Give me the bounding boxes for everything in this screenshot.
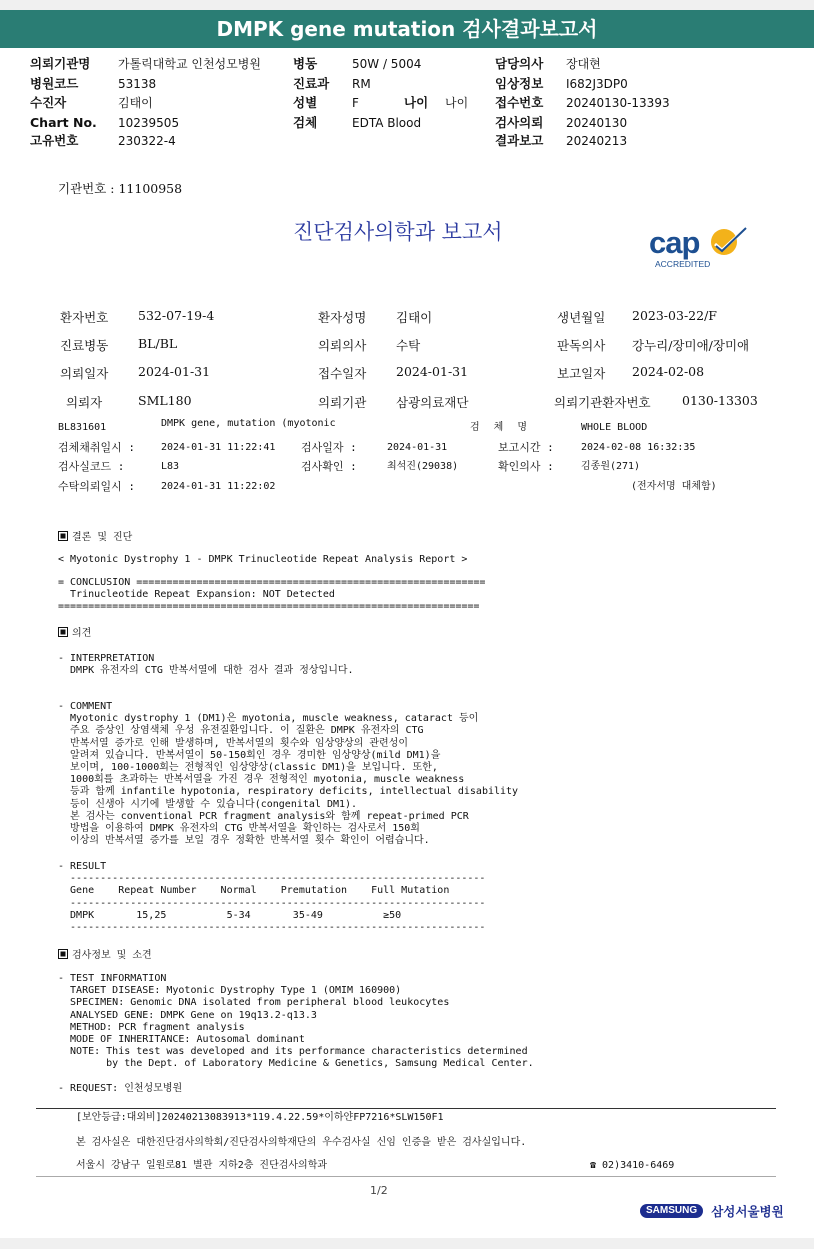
section-marker-icon <box>58 627 68 637</box>
esign-note: (전자서명 대체함) <box>631 481 717 492</box>
field-label: 담당의사 <box>495 56 544 71</box>
field-value: 50W / 5004 <box>352 57 422 71</box>
page-number: 1/2 <box>370 1184 388 1197</box>
field-value: I682J3DP0 <box>566 77 628 91</box>
receive-date-label: 접수일자 <box>318 366 367 381</box>
lab-code-label: 검사실코드 : <box>58 460 125 473</box>
field-label: 진료과 <box>293 76 330 91</box>
field-value: 53138 <box>118 77 157 91</box>
doctor-label: 의뢰의사 <box>318 338 367 353</box>
section-conclusion <box>58 531 132 544</box>
security-line: [보안등급:대외비]20240213083913*119.4.22.59*이하얀FP7216*SLW150F1 <box>76 1112 444 1123</box>
dob-label: 생년월일 <box>557 310 606 325</box>
patient-name: 김태이 <box>396 310 433 325</box>
confirm-doctor: 김종원(271) <box>581 461 641 472</box>
field-value: 20240130 <box>566 116 628 130</box>
field-value: F <box>352 96 359 110</box>
exam-date-label: 검사일자 : <box>301 441 357 454</box>
test-information-text: - TEST INFORMATION TARGET DISEASE: Myotonic Dystrophy Type 1 (OMIM 160900) SPECIMEN: Genomic DNA isolated from peripheral blood leukocytes ANALYSED GENE: DMPK Gene on 19q13.2-q13.3 METHOD: PCR fragment analysis MODE OF INHERITANCE: Autosomal dominant NOTE: This test was developed and its performance characteristics determined by the Dept. of Laboratory Medicine & Genetics, Samsung Medical Center. <box>58 973 534 1070</box>
accept-label: 수탁의뢰일시 : <box>58 480 136 493</box>
field-label: 병동 <box>293 56 318 71</box>
section-marker-icon <box>58 531 68 541</box>
report-time-label: 보고시간 : <box>498 441 554 454</box>
test-name: DMPK gene, mutation (myotonic <box>161 418 336 429</box>
doctor: 수탁 <box>396 338 421 353</box>
accept-time: 2024-01-31 11:22:02 <box>161 481 276 492</box>
report-time: 2024-02-08 16:32:35 <box>581 442 696 453</box>
section-title: 결론 및 진단 <box>72 532 133 543</box>
request-date: 2024-01-31 <box>138 364 211 379</box>
result-table: - RESULT --------------------------------------------------------------------- Gene Repeat Number Normal Premutation Full Mutation --------------------------------------------------------------------- DMPK 15,25 5-34 35-49 ≥50 --------------------------------------------------------------------- <box>58 861 486 934</box>
section-marker-icon <box>58 949 68 959</box>
reader-label: 판독의사 <box>557 338 606 353</box>
dob: 2023-03-22/F <box>632 308 717 323</box>
section-title: 검사정보 및 소견 <box>72 950 152 961</box>
lab-address: 서울시 강남구 일원로81 별관 지하2층 진단검사의학과 <box>76 1160 328 1171</box>
field-label: 검사의뢰 <box>495 115 544 130</box>
field-value: EDTA Blood <box>352 116 422 130</box>
report-document <box>0 166 814 1238</box>
summary-header <box>0 48 814 166</box>
report-heading: 진단검사의학과 보고서 <box>293 220 503 244</box>
field-label: 나이 <box>404 95 429 110</box>
field-value: 김태이 <box>118 96 153 110</box>
collect-time: 2024-01-31 11:22:41 <box>161 442 276 453</box>
field-label: 병원코드 <box>30 76 79 91</box>
field-value: 나이 <box>445 96 469 110</box>
report-title-bar <box>0 10 814 48</box>
field-label: 검체 <box>293 115 318 130</box>
receive-date: 2024-01-31 <box>396 364 469 379</box>
hospital-name: 삼성서울병원 <box>711 1203 784 1219</box>
institution-number: 기관번호 : 11100958 <box>58 181 183 196</box>
section-title: 의견 <box>72 628 92 639</box>
section-opinion <box>58 627 91 640</box>
org-patient-no-label: 의뢰기관환자번호 <box>554 395 651 410</box>
lab-phone: ☎ 02)3410-6469 <box>590 1160 675 1171</box>
lab-code: L83 <box>161 461 180 472</box>
page-divider <box>36 1176 776 1177</box>
test-code: BL831601 <box>58 422 107 433</box>
report-title: DMPK gene mutation 검사결과보고서 <box>216 17 598 41</box>
field-label: 결과보고 <box>495 133 544 148</box>
field-label: 의뢰기관명 <box>30 56 91 71</box>
patient-id-label: 환자번호 <box>60 310 109 325</box>
exam-date: 2024-01-31 <box>387 442 448 453</box>
section-test-info <box>58 949 152 962</box>
specimen: WHOLE BLOOD <box>581 422 648 433</box>
collect-label: 검체채취일시 : <box>58 441 136 454</box>
field-value: 장대현 <box>566 57 601 71</box>
certification-text: 본 검사실은 대한진단검사의학회/진단검사의학재단의 우수검사실 신임 인증을 받은 검사실입니다. <box>76 1137 527 1148</box>
field-value: 20240213 <box>566 134 628 148</box>
report-date-label: 보고일자 <box>557 366 606 381</box>
request-date-label: 의뢰일자 <box>60 366 109 381</box>
report-date: 2024-02-08 <box>632 364 705 379</box>
patient-id: 532-07-19-4 <box>138 308 215 323</box>
patient-name-label: 환자성명 <box>318 310 367 325</box>
org-patient-no: 0130-13303 <box>682 393 758 408</box>
specimen-label: 검 체 명 <box>470 422 532 433</box>
field-value: 10239505 <box>118 116 180 130</box>
field-value: RM <box>352 77 371 91</box>
interpretation-text: - INTERPRETATION DMPK 유전자의 CTG 반복서열에 대한 검사 결과 정상입니다. <box>58 653 354 677</box>
field-label: 접수번호 <box>495 95 544 110</box>
field-label: 수진자 <box>30 95 67 110</box>
field-value: 가톨릭대학교 인천성모병원 <box>118 57 261 71</box>
cap-accredited-text: ACCREDITED <box>655 259 711 269</box>
confirm-label: 검사확인 : <box>301 460 357 473</box>
ward-label: 진료병동 <box>60 338 109 353</box>
footer-divider <box>36 1108 776 1109</box>
field-value: 230322-4 <box>118 134 176 148</box>
field-label: 임상정보 <box>495 76 544 91</box>
confirm: 최석진(29038) <box>387 461 459 472</box>
confirm-doctor-label: 확인의사 : <box>498 460 554 473</box>
field-label: 고유번호 <box>30 133 79 148</box>
org: 삼광의료재단 <box>396 395 469 410</box>
request-text: - REQUEST: 인천성모병원 <box>58 1083 183 1094</box>
conclusion-text: = CONCLUSION ========================================================== Trinucleotide Repeat Expansion: NOT Detected ====================================================================== <box>58 577 486 613</box>
field-label: 성별 <box>293 95 318 110</box>
cap-logo-text: cap <box>649 225 700 260</box>
field-label: Chart No. <box>30 115 97 130</box>
samsung-badge: SAMSUNG <box>640 1204 703 1218</box>
ward: BL/BL <box>138 336 178 351</box>
reader: 강누리/장미애/장미애 <box>632 338 750 353</box>
samsung-hospital-logo <box>640 1200 784 1220</box>
org-label: 의뢰기관 <box>318 395 367 410</box>
field-value: 20240130-13393 <box>566 96 670 110</box>
comment-text: - COMMENT Myotonic dystrophy 1 (DM1)은 myotonia, muscle weakness, cataract 등이 주요 증상인 상염색체 우성 유전질환입니다. 이 질환은 DMPK 유전자의 CTG 반복서열 증가로 인해 발생하며, 반복서열의 횟수와 임상양상의 관련성이 알려져 있습니다. 반복서열이 50-150회인 경우 경미한 임상양상(mild DM1)을 보이며, 100-1000회는 전형적인 임상양상(classic DM1)을 보입니다. 또한, 1000회를 초과하는 반복서열을 가진 경우 전형적인 myotonia, muscle weakness 등과 함께 infantile hypotonia, respiratory deficits, intellectual disability 등이 신생아 시기에 발생할 수 있습니다(congenital DM1). 본 검사는 conventional PCR fragment analysis와 함께 repeat-primed PCR 방법을 이용하여 DMPK 유전자의 CTG 반복서열을 확인하는 검사로서 150회 이상의 반복서열 증가를 보일 경우 정확한 반복서열 횟수 확인이 어렵습니다. <box>58 701 519 847</box>
analysis-report-title: < Myotonic Dystrophy 1 - DMPK Trinucleotide Repeat Analysis Report > <box>58 554 468 565</box>
requester-label: 의뢰자 <box>66 395 103 410</box>
requester: SML180 <box>138 393 192 408</box>
cap-accredited-logo <box>648 224 758 272</box>
